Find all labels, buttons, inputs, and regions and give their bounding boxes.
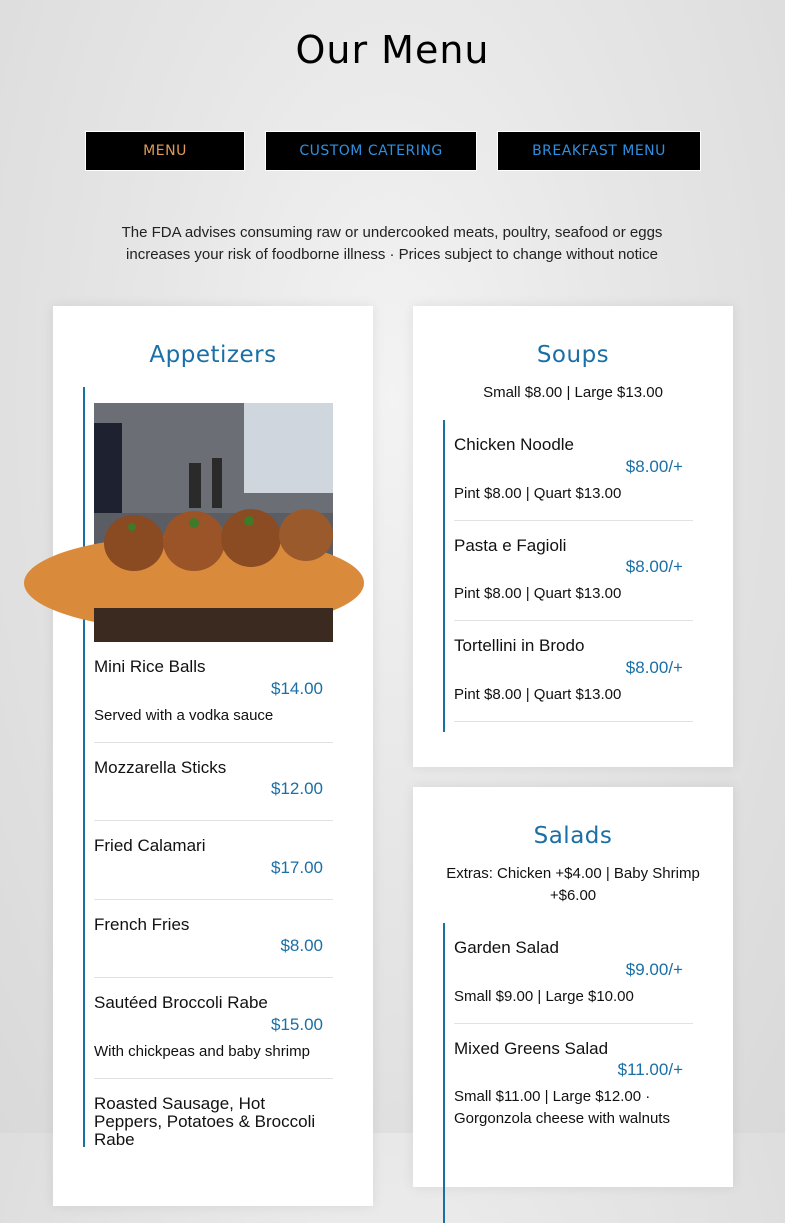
item-price: $15.00 (271, 1015, 323, 1034)
soups-rail (443, 420, 445, 732)
item-name: Pasta e Fagioli (454, 536, 567, 555)
item-name: Garden Salad (454, 938, 559, 957)
item-description: Pint $8.00 | Quart $13.00 (454, 686, 622, 703)
salads-title: Salads (533, 823, 613, 849)
divider (94, 742, 333, 743)
tab-breakfast-menu[interactable]: BREAKFAST MENU (497, 131, 701, 171)
appetizers-rail (83, 387, 85, 1147)
item-price: $8.00/+ (625, 557, 683, 576)
salads-subtitle: Extras: Chicken +$4.00 | Baby Shrimp +$6.00 (446, 865, 700, 904)
list-item (94, 1095, 333, 1149)
item-price: $12.00 (271, 779, 323, 798)
soups-title: Soups (536, 342, 610, 368)
item-name: Roasted Sausage, Hot Peppers, Potatoes & Broccoli Rabe (94, 1094, 316, 1149)
divider (94, 899, 333, 900)
item-name: Chicken Noodle (454, 435, 575, 454)
item-price: $14.00 (271, 679, 323, 698)
tab-menu[interactable]: MENU (85, 131, 245, 171)
item-description: Pint $8.00 | Quart $13.00 (454, 585, 622, 602)
divider (454, 620, 693, 621)
item-name: Mini Rice Balls (94, 657, 206, 676)
page-title: Our Menu (295, 28, 490, 72)
item-description: Small $9.00 | Large $10.00 (454, 988, 634, 1005)
list-item (94, 994, 333, 1012)
item-price: $8.00/+ (625, 658, 683, 677)
item-name: Mozzarella Sticks (94, 758, 227, 777)
salads-rail (443, 923, 445, 1223)
appetizers-title: Appetizers (149, 342, 277, 368)
item-price: $11.00/+ (617, 1060, 683, 1079)
item-name: Tortellini in Brodo (454, 636, 585, 655)
soups-subtitle: Small $8.00 | Large $13.00 (483, 384, 663, 401)
item-price: $17.00 (271, 858, 323, 877)
item-price: $8.00/+ (625, 457, 683, 476)
item-price: $9.00/+ (625, 960, 683, 979)
list-item (454, 436, 693, 454)
item-description: Small $11.00 | Large $12.00 · Gorgonzola cheese with walnuts (454, 1088, 670, 1127)
item-price: $8.00 (280, 936, 323, 955)
item-name: Fried Calamari (94, 836, 206, 855)
list-item (454, 537, 693, 555)
list-item (94, 837, 333, 855)
divider (94, 1078, 333, 1079)
meatballs-photo (94, 403, 333, 642)
item-description: With chickpeas and baby shrimp (94, 1043, 310, 1060)
item-name: French Fries (94, 915, 190, 934)
fda-notice: The FDA advises consuming raw or undercooked meats, poultry, seafood or eggs increases your risk of foodborne illness · Prices subject to change without notice (121, 224, 663, 263)
list-item (94, 916, 333, 934)
item-description: Served with a vodka sauce (94, 707, 274, 724)
item-name: Mixed Greens Salad (454, 1039, 609, 1058)
list-item (94, 658, 333, 676)
meatballs-photo-art (94, 403, 333, 642)
item-description: Pint $8.00 | Quart $13.00 (454, 485, 622, 502)
divider (454, 520, 693, 521)
list-item (454, 637, 693, 655)
item-name: Sautéed Broccoli Rabe (94, 993, 268, 1012)
divider (94, 977, 333, 978)
divider (454, 721, 693, 722)
list-item (454, 939, 693, 957)
list-item (94, 759, 333, 777)
list-item (454, 1040, 693, 1058)
tab-custom-catering[interactable]: CUSTOM CATERING (265, 131, 477, 171)
divider (94, 820, 333, 821)
divider (454, 1023, 693, 1024)
